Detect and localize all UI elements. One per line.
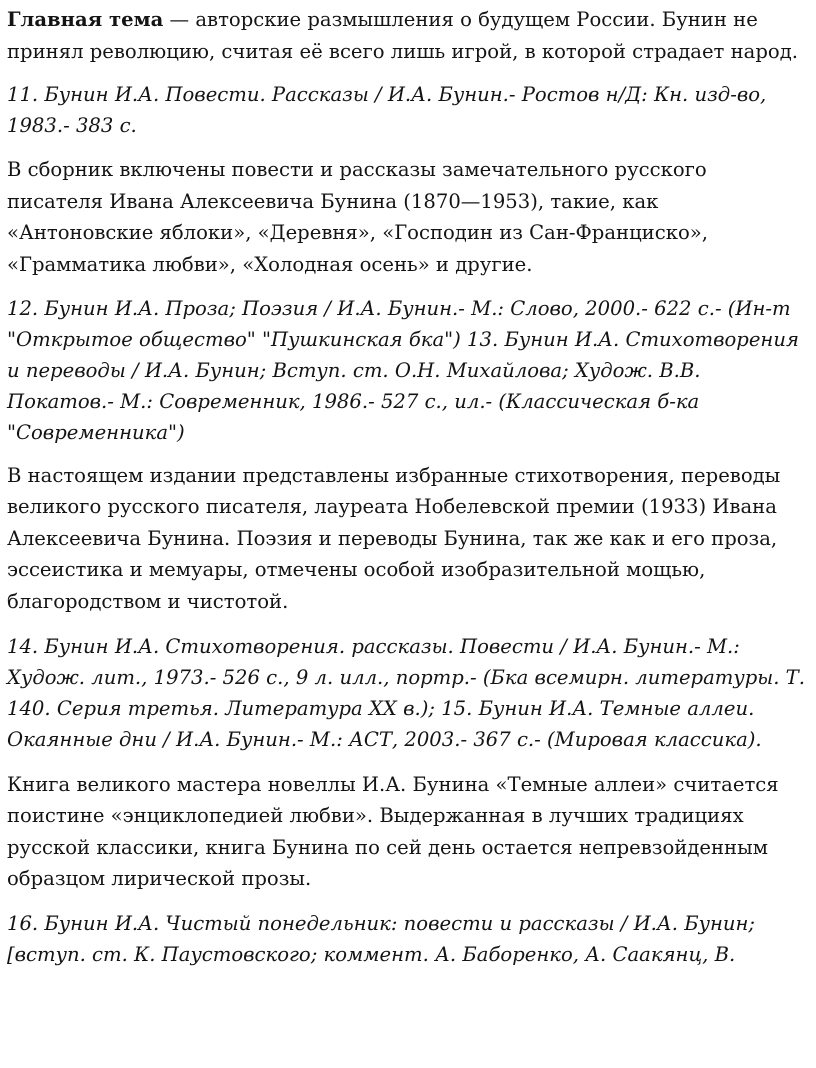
reference-16: 16. Бунин И.А. Чистый понедельник: повести и рассказы / И.А. Бунин; [вступ. ст. К. Паустовского; коммент. А. Бабоpенко, А. Саакянц, В. bbox=[7, 911, 756, 966]
description-13: В настоящем издании представлены избранные стихотворения, переводы великого русского писателя, лауреата Нобелевской премии (1933) Ивана Алексеевича Бунина. Поэзия и переводы Бунина, так же как и его проза, эссеистика и мемуары, отмечены особой изобразительной мощью, благородством и чистотой. bbox=[7, 463, 781, 613]
main-topic-text: — авторские размышления о будущем России. Бунин не принял революцию, считая её всего лишь игрой, в которой страдает народ. bbox=[7, 8, 798, 63]
reference-12-13: 12. Бунин И.А. Проза; Поэзия / И.А. Бунин.- М.: Слово, 2000.- 622 с.- (Ин-т "Открытое общество" "Пушкинская бка") 13. Бунин И.А. Стихотворения и переводы / И.А. Бунин; Вступ. ст. О.Н. Михайлова; Худож. В.В. Покатов.- М.: Современник, 1986.- 527 с., ил.- (Классическая б-ка "Современника") bbox=[7, 296, 799, 444]
main-topic-label: Главная тема bbox=[7, 8, 164, 31]
description-15: Книга великого мастера новеллы И.А. Бунина «Темные аллеи» считается поистине «энциклопедией любви». Выдержанная в лучших традициях русской классики, книга Бунина по сей день остается непревзойденным образцом лирической прозы. bbox=[7, 772, 779, 891]
main-topic-paragraph bbox=[7, 4, 807, 67]
reference-11: 11. Бунин И.А. Повести. Рассказы / И.А. Бунин.- Ростов н/Д: Кн. изд-во, 1983.- 383 с. bbox=[7, 83, 767, 138]
reference-14-15: 14. Бунин И.А. Стихотворения. рассказы. Повести / И.А. Бунин.- М.: Худож. лит., 1973.- 526 с., 9 л. илл., портр.- (Бка всемирн. литературы. Т. 140. Серия третья. Литература XX в.); 15. Бунин И.А. Темные аллеи. Окаянные дни / И.А. Бунин.- М.: АСТ, 2003.- 367 с.- (Мировая классика). bbox=[7, 634, 805, 751]
description-11: В сборник включены повести и рассказы замечательного русского писателя Ивана Алексеевича Бунина (1870—1953), такие, как «Антоновские яблоки», «Деревня», «Господин из Сан-Франциско», «Грамматика любви», «Холодная осень» и другие. bbox=[7, 158, 708, 276]
